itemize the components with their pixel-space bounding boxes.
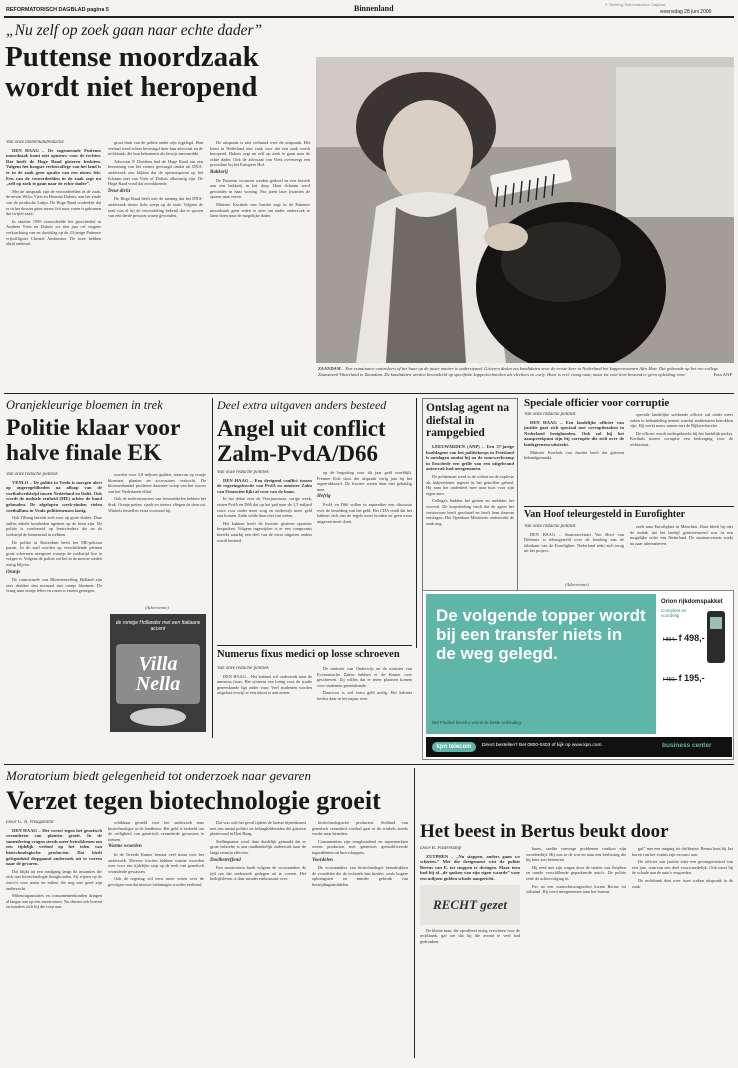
kpn-ad-footer: Met Flexibel bevelt u vooral de beste verbinding. bbox=[432, 720, 522, 725]
biotech-headline: Verzet tegen biotechnologie groeit bbox=[6, 786, 381, 815]
lead-byline: Van onze binnenlandredactie bbox=[6, 140, 64, 145]
kpn-price-1 bbox=[663, 633, 705, 643]
masthead-date: woensdag 28 juni 2000 bbox=[660, 9, 712, 15]
lead-kicker: „Nu zelf op zoek gaan naar echte dader” bbox=[6, 22, 263, 39]
oranje-col-1: Van onze redactie politiek VENLO – De politie in Venlo is morgen alert op ongeregeldheden na afloop van de voetbalwedstrijd tussen Nederland en Italië. Ook wordt de mobiele eenheid (ME) achter de hand gehouden. De afgelopen week-einden vielen voetbalfans in Venlo politiemensen lastig. Ook Tilburg bereidt zich voor op grote drukte. Daar zullen enkele honderden agenten op de been zijn. De politie is voorbereid op feestvierders die na de wedstrijd de binnenstad in trekken. De politie in Rotterdam heeft het ME-peloton paraat. In de stad worden op verschillende pleinen grote schermen neergezet waarop de wedstrijd live te volgen is. Volgens de politie zal het in de meeste steden rustig blijven. Oranje De contractuele van Bloemenveiling Holland zijn zeer drukker dan normaal met oranje bloemen. De vraag naar oranje lelies en rozen is enorm gestegen. bbox=[6, 472, 102, 594]
kpn-logo: kpn telecom bbox=[432, 742, 476, 752]
divider-1 bbox=[4, 393, 734, 394]
speciale-headline: Speciale officier voor corruptie bbox=[524, 397, 670, 409]
divider-2 bbox=[4, 764, 734, 765]
mobile-phone-icon bbox=[707, 611, 725, 663]
numerus-byline: Van onze redactie politiek bbox=[217, 666, 269, 671]
photo-caption-text: – Een examinator controleert of het haar op de juiste manier is ondersteund. Gisteren deden zes kandidaten voor de eerste keer in Nederland het kappersexamen Afro Hair. Dat gebeurde op het roc-college Zaanstreek-Waterland in Zaandam. De kandidaten werden beoordeeld op specifieke kappertechnieken als vlechten en curly. Haar is veel vraag naar, maar tot voor kort bestond er geen opleiding voor. bbox=[318, 366, 719, 377]
bertus-intro: ZUTPHEN – „Nu stoppen, anders gaan we schieten.” Met die dreigement wist de politie Bertus van E. tot stoppen te dwingen. Maar toen had hij al „de spoken van zijn eigen waarde” voor een miljoen gulden schade aangericht. bbox=[420, 853, 520, 881]
angel-intro: DEN HAAG – Een dreigend conflict tussen de regeringsfractie van PvdA en minister Zalm van Financiën lijkt al voor van de baan. bbox=[217, 477, 312, 494]
bertus-col-3: gul” met een tanging tot driftbuien. Bertus kent bij het horen van het vonnis zijn excuses aan. De officier van justitie eiste een gevangenisstraf van een jaar, waarvan een deel voorwaardelijk. Ook moet hij de schade aan de auto's vergoeden. De rechtbank doet over twee weken uitspraak in de zaak. bbox=[632, 846, 733, 889]
oranje-col-2: worden voor 3,8 miljoen gulden, waarvan op oranje bloemen, planten en accessoires verkocht. De bloemenhandel profiteert daarmee volop van het succes van het Nederlands elftal. Ook de toeleveranciers van feestartikelen hebben het druk. Oranje petten, sjaals en toeters vliegen de deur uit. Winkels bestellen extra voorraad bij. bbox=[108, 472, 206, 513]
speciale-intro: DEN HAAG – Een landelijke officier van justitie gaat zich speciaal met corruptiezaken in Nederland bezighouden. Ook zal hij het aanspreekpunt zijn bij corruptie die zich over de landsgrenzen uitstrekt. bbox=[524, 419, 624, 447]
masthead-left: REFORMATORISCH DAGBLAD pagina 5 bbox=[6, 7, 109, 13]
ontslag-intro: LEEUWARDEN (ANP) – Een 37-jarige hoofdagent van het politiekorps in Friesland is ontslagen omdat hij na de vuurwerkramp in Enschede een grille van een uitgebrand autowrak had meegenomen. bbox=[426, 444, 514, 472]
biotech-col-3: Dat was ook het geval tijdens de laatste bijeenkomst met een aantal politici en belanghebbenden die gisteren plaatsvond in Den Haag. Stellingname werd daar duidelijk gemaakt dat er grote behoefte is aan onafhankelijk onderzoek naar de lange termijn effecten. Doelbetreffend Een moratorium biedt volgens de voorstanders de tijd om dat onderzoek gedegen uit te voeren. Het bedrijfsleven is daar minder enthousiast over. bbox=[210, 820, 306, 882]
ontslag-col: LEEUWARDEN (ANP) – Een 37-jarige hoofdagent van het politiekorps in Friesland is ontslagen omdat hij na de vuurwerkramp in Enschede een grille van een uitgebrand autowrak had meegenomen. De politieman werd in de weken na de explosie als hulpverlener ingezet in het getroffen gebied. Hij nam het onderdeel mee naar huis voor zijn eigen auto. Collega's hadden het gezien en meldden het voorval. De korpsleiding vindt dat de agent het vertrouwen heeft geschaad en heeft hem daarom ontslagen. Het Openbaar Ministerie onderzoekt de zaak nog. bbox=[426, 444, 514, 526]
ontslag-headline: Ontslag agent na diefstal in rampgebied bbox=[426, 402, 510, 439]
numerus-col-2: De minister van Onderwijs en de minister van Economische Zaken hebben er de Kamer over geschreven. Zij willen dat er meer plaatsen komen voor studenten geneeskunde. Daarvoor is wel extra geld nodig. Het kabinet beslist daar in het najaar over. bbox=[317, 666, 412, 701]
kpn-price-2 bbox=[663, 673, 705, 683]
kpn-ad-bar bbox=[426, 737, 732, 757]
oranje-intro: VENLO – De politie in Venlo is morgen alert op ongeregeldheden na afloop van de voetbalwedstrijd tussen Nederland en Italië. Ook wordt de mobiele eenheid (ME) achter de hand gehouden. De afgelopen week-einden vielen voetbalfans in Venlo politiemensen lastig. bbox=[6, 479, 102, 513]
numerus-col-1: Van onze redactie politiek DEN HAAG – Het kabinet wil onderzoek naar de numerus fixus. Het systeem van loting voor de studie geneeskunde ligt onder vuur. Veel studenten worden uitgeloot terwijl er een tekort is aan artsen. bbox=[217, 666, 312, 696]
lead-subhead-2: Bakkerij bbox=[210, 169, 228, 175]
oranje-headline: Politie klaar voor halve finale EK bbox=[6, 415, 181, 466]
speciale-byline: Van onze redactie politiek bbox=[524, 412, 576, 417]
biotech-subhead-1: Warme woorden bbox=[108, 844, 142, 850]
villa-ad-wedge bbox=[130, 708, 186, 726]
angel-headline: Angel uit conflict Zalm-PvdA/D66 bbox=[217, 416, 386, 466]
kpn-price-1-old: f 894,- bbox=[663, 637, 678, 643]
kpn-ad-cta: Direct bestellen? Bel 0800-0403 of kijk op www.kpn.com. bbox=[482, 743, 603, 748]
masthead-copyright: © Stichting Reformatorisch Dagblad bbox=[605, 3, 666, 7]
angel-byline: Van onze redactie politiek bbox=[217, 470, 269, 475]
kpn-package-sub: Compleet en voordelig bbox=[661, 608, 687, 618]
biotech-col-2: schikbaar gesteld voor het onderzoek naar biotechnologie in de landbouw. Het geld is bedoeld om de veiligheid van genetisch veranderde gewassen te toetsen. Warme woorden In de Tweede Kamer bestaat veel steun voor het onderzoek. Diverse fracties hebben warme woorden over voor een tijdelijke stop op de teelt van genetisch veranderde gewassen. Ook de regering wil eerst meer weten over de gevolgen voordat nieuwe toelatingen worden verleend. bbox=[108, 820, 204, 887]
divider-numerus bbox=[217, 645, 412, 646]
vanhoof-col-2: zoek naar Eurofighter in Münchtot. Daar bleek hij niet de indruk dat het bedrijf geïnteresseerd was in een mogelijke order van Nederland. De staatssecretaris zoekt nu naar alternatieven. bbox=[630, 524, 733, 546]
villa-ad-brand: Villa Nella bbox=[135, 653, 181, 695]
lead-intro: DEN HAAG – De zogenoemde Puttense moordzaak komt niet opnieuw voor de rechter. Dat heeft de Hoge Raad gisteren besloten. Volgens het hoogste rechtscollege van het land is er in de zaak geen sprake van een nieuw feit. Een van de veroordeelden in de zaak zegt nu „zelf op zoek te gaan naar de echte dader”. bbox=[6, 147, 101, 187]
masthead-rule bbox=[4, 16, 734, 18]
speciale-col-2: speciale landelijke werkende officier zal onder meer zaken in behandeling nemen waarbij ambtenaren betrokken zijn. Hij werkt nauw samen met de Rijksrecherche. De officier wordt ondergebracht bij het landelijk parket. Korthals noemt corruptie een bedreiging voor de rechtsstaat. bbox=[630, 412, 733, 447]
kpn-package-title: Orion rijkdomspakket bbox=[661, 599, 723, 605]
photo-caption bbox=[318, 366, 732, 378]
lead-col-3: De uitspraak is niet verbaasd over de uitspraak. Het komt in Nederland niet vaak voor dat een zaak wordt heropend. Dubois zegt nu zelf op zoek te gaan naar de echte dader. Ook de advocaat van Viets overweegt een procedure bij het Europees Hof. Bakkerij De Puttense vrouwen werden gedood na een bezoek aan een bakkerij in het dorp. Haar lichaam werd gevonden in haar woning. Pas jaren later kwamen de sporen naar voren. Minister Korthals van Justitie zegt in de Puttense moordzaak geen reden te zien om nader onderzoek te laten doen naar de mogelijke dader. bbox=[210, 140, 310, 219]
divider-speciale bbox=[524, 506, 734, 507]
hairdresser-photo-drawing bbox=[316, 57, 734, 363]
biotech-byline: Door G. A. Vreugdenhil bbox=[6, 820, 54, 825]
kpn-ad[interactable] bbox=[422, 590, 734, 760]
oranje-kicker: Oranjekleurige bloemen in trek bbox=[6, 398, 163, 412]
biotech-subhead-2: Doelbetreffend bbox=[210, 857, 241, 863]
hairdresser-photo bbox=[316, 57, 734, 363]
vanhoof-col-1: Van onze redactie politiek DEN HAAG – Staatssecretaris Van Hoof van Defensie is teleurgesteld over de houding van de fabrikant van de Eurofighter. Nederland trekt zich terug uit het project. bbox=[524, 524, 624, 554]
speciale-col-1: Van onze redactie politiek DEN HAAG – Een landelijke officier van justitie gaat zich speciaal met corruptiezaken in Nederland bezighouden. Ook zal hij het aanspreekpunt zijn bij corruptie die zich over de landsgrenzen uitstrekt. Minister Korthals van Justitie heeft dat gisteren bekendgemaakt. bbox=[524, 412, 624, 461]
angel-col-2: op de begroting voor dit jaar geld overblijft. Premier Kok sloot die afspraak vorig jaar bij het regeerakkoord. De fracties waren daar niet gelukkig mee. Hefrig PvdA en D66 willen in september een discussie over de besteding van het geld. Het CDA vindt dat het kabinet zich aan de regels moet houden en geen extra uitgaven moet doen. bbox=[317, 470, 412, 524]
lead-subhead: Deur dicht bbox=[108, 188, 131, 194]
kpn-business-center: business center bbox=[662, 742, 712, 749]
photo-credit: Foto ANP bbox=[713, 371, 732, 377]
villa-ad-tagline: de romige Hollander met een Italiaans accent bbox=[115, 620, 201, 632]
kpn-ad-label: (Advertentie) bbox=[565, 582, 589, 587]
bertus-headline: Het beest in Bertus beukt door bbox=[420, 821, 669, 842]
villa-nella-ad[interactable] bbox=[110, 614, 206, 732]
bertus-byline: Door R. Pasterkamp bbox=[420, 846, 462, 851]
lead-col-1: Van onze binnenlandredactie DEN HAAG – De zogenoemde Puttense moordzaak komt niet opnieuw voor de rechter. Dat heeft de Hoge Raad gisteren besloten. Volgens het hoogste rechtscollege van het land is er in de zaak geen sprake van een nieuw feit. Een van de veroordeelden in de zaak zegt nu „zelf op zoek te gaan naar de echte dader”. Met de uitspraak zijn de veroordeelden in de zaak, de neven Wilco Viets en Herman Dubois, aan het einde van de juridische Latijn. De Hoge Raad oordeelde dat er in het dossier geen nieuw feit naar voren is gekomen dat twijfel zaait. In oktober 1995 veroordeelde het gerechtshof in Arnhem Viets en Dubois tot tien jaar cel wegens verkrachting van en doodslag op de 23-jarige Puttense vrijwilligster Christel Ambrosius. De twee hebben altijd ontkend. bbox=[6, 140, 101, 247]
biotech-col-1: Door G. A. Vreugdenhil DEN HAAG – Het verzet tegen het genetisch veranderen van planten groeit. In de samenleving vragen steeds meer betrokkenen om een tijdelijk verbod op het telen van biotechnologische producten. Dat biedt gelegenheid diepgaand onderzoek uit te voeren naar de gevaren. Dat blijkt uit een rondgang langs de instanties die zich met biotechnologie bezighouden. Zij wijzen op de risico's voor mens en milieu die nog niet goed zijn onderzocht. Milieuorganisaties en consumentenbonden dringen al langer aan op een moratorium. Nu sluiten ook boeren en tuinders zich bij die roep aan. bbox=[6, 820, 102, 910]
kpn-price-1-new: f 498,- bbox=[678, 633, 705, 643]
kpn-ad-panel bbox=[426, 594, 656, 734]
vanhoof-byline: Van onze redactie politiek bbox=[524, 524, 576, 529]
oranje-byline: Van onze redactie politiek bbox=[6, 472, 58, 477]
bertus-col-2: baars, snelde vanwege problemen rondom zijn woonbedrijf. Hij was in de war en nam een beslissing die hij later zou betreuren. Hij reed met zijn wagen door de straten van Zutphen en ramde verschillende geparkeerde auto's. De politie zette de achtervolging in. Pas na een waarschuwingsschot kwam Bertus tot stilstand. Hij werd meegenomen naar het bureau. bbox=[526, 846, 626, 895]
vdivider-2 bbox=[416, 398, 417, 648]
lead-headline: Puttense moordzaak wordt niet heropend bbox=[5, 41, 259, 103]
recht-gezet-logo: RECHT gezet bbox=[420, 885, 520, 925]
photo-caption-place: ZAANDAM bbox=[318, 366, 341, 371]
angel-col-1: Van onze redactie politiek DEN HAAG – Een dreigend conflict tussen de regeringsfractie van PvdA en minister Zalm van Financiën lijkt al voor van de baan. In het debat over de Voorjaarsnota, vorige week, eisten PvdA en D66 dat op het pad naar de 1,5 miljard extra voor onder meer zorg en onderwijs meer geld zou komen. Zalm wilde daar niet van weten. Het kabinet heeft de kwestie gisteren opnieuw besproken. Volgens ingewijden is er een compromis bereikt waarbij een deel van de extra uitgaven anders wordt besteed. bbox=[217, 470, 312, 543]
vdivider-1 bbox=[212, 398, 213, 738]
kpn-ad-slogan: De volgende topper wordt bij een transfer niets in de weg gelegd. bbox=[436, 606, 646, 663]
biotech-col-4: biotechnologische producten. Stelland van genetisch veranderd voedsel gaat in de winkels steeds verder naar beneden. Consumenten zijn terughoudend en supermarkten weren producten met genetisch gemodificeerde ingrediënten uit hun schappen. Voordelen De voorstanders van biotechnologie benadrukken de voordelen die de techniek kan bieden, zoals hogere opbrengsten en minder gebruik van bestrijdingsmiddelen. bbox=[312, 820, 408, 887]
angel-kicker: Deel extra uitgaven anders besteed bbox=[217, 398, 387, 412]
biotech-kicker: Moratorium biedt gelegenheid tot onderzoek naar gevaren bbox=[6, 768, 311, 783]
biotech-subhead-3: Voordelen bbox=[312, 857, 333, 863]
lead-col-2: groot druk van de politie onder zijn rijgelegd. Hun verhaal werd echter bevestigd door hun advocaat en de rechtbank, die hun bekentenis als bewijs aanvaardde. Advocaat P. Doedens had de Hoge Raad om een herziening van het vonnis gevraagd omdat uit DNA-onderzoek zou blijken dat de spermasporen op het lichaam niet van Viets of Dubois afkomstig zijn. De Hoge Raad vond dat onvoldoende. Deur dicht De Hoge Raad deelt niet de mening dat het DNA-onderzoek nieuw licht werpt op de zaak. Volgens de raad was al bij de veroordeling bekend dat er sporen van een derde persoon waren gevonden. bbox=[108, 140, 203, 219]
kpn-price-2-old: f 450,- bbox=[663, 677, 678, 683]
villa-ad-cheese bbox=[116, 644, 200, 704]
kpn-price-2-new: f 195,- bbox=[678, 673, 705, 683]
angel-subhead: Hefrig bbox=[317, 494, 331, 500]
vanhoof-headline: Van Hoof teleurgesteld in Eurofighter bbox=[524, 509, 686, 520]
vdivider-3 bbox=[414, 768, 415, 1058]
numerus-headline: Numerus fixus medici op losse schroeven bbox=[217, 649, 400, 660]
biotech-intro: DEN HAAG – Het verzet tegen het genetisch veranderen van planten groeit. In de samenleving vragen steeds meer betrokkenen om een tijdelijk verbod op het telen van biotechnologische producten. Dat biedt gelegenheid diepgaand onderzoek uit te voeren naar de gevaren. bbox=[6, 827, 102, 867]
section-title: Binnenland bbox=[354, 4, 394, 13]
bertus-col-1: Door R. Pasterkamp ZUTPHEN – „Nu stoppen, anders gaan we schieten.” Met die dreigement wist de politie Bertus van E. tot stoppen te dwingen. Maar toen had hij al „de spoken van zijn eigen waarde” voor een miljoen gulden schade aangericht. RECHT gezet De kleine man, die opvallend rustig verscheen voor de rechtbank, gaf toe dat hij die avond te veel had gedronken. bbox=[420, 846, 520, 944]
villa-ad-label: (Advertentie) bbox=[145, 605, 169, 610]
oranje-subhead: Oranje bbox=[6, 569, 21, 575]
